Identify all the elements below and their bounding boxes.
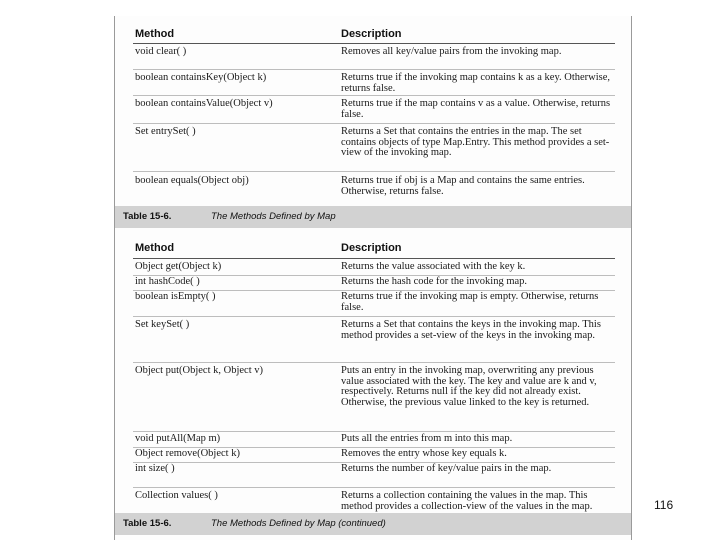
- column-header-description: Description: [341, 28, 402, 40]
- column-header-description: Description: [341, 242, 402, 254]
- table-2: [115, 232, 631, 518]
- method-description: Removes the entry whose key equals k.: [341, 448, 507, 459]
- method-description: Returns the value associated with the key k.: [341, 261, 526, 272]
- method-description: Returns a Set that contains the keys in the invoking map. This method provides a set-view of the keys in the invoking map.: [341, 319, 601, 341]
- method-signature: boolean equals(Object obj): [135, 175, 249, 186]
- method-signature: Set entrySet( ): [135, 126, 196, 137]
- method-signature: void clear( ): [135, 46, 187, 57]
- method-description: Puts all the entries from m into this map.: [341, 433, 513, 444]
- page-number: 116: [654, 498, 674, 512]
- method-description: Returns the number of key/value pairs in the map.: [341, 463, 552, 474]
- row-divider: [133, 487, 615, 488]
- method-description: Returns a collection containing the values in the map. This method provides a collection-view of the values in the map.: [341, 490, 593, 512]
- table-1: [115, 16, 631, 228]
- method-description: Returns the hash code for the invoking map.: [341, 276, 528, 287]
- method-signature: Object get(Object k): [135, 261, 222, 272]
- method-description: Puts an entry in the invoking map, overwriting any previous value associated with the key. The key and value are k and v, respectively. Returns null if the key did not already exist. Otherwise, the previous value linked to the key is returned.: [341, 365, 597, 408]
- method-signature: int hashCode( ): [135, 276, 200, 287]
- method-signature: Collection values( ): [135, 490, 218, 501]
- caption-title: The Methods Defined by Map: [211, 211, 336, 222]
- method-description: Returns true if the invoking map is empty. Otherwise, returns false.: [341, 291, 599, 313]
- method-signature: boolean containsValue(Object v): [135, 98, 273, 109]
- caption-label: Table 15-6.: [123, 211, 172, 222]
- method-signature: boolean isEmpty( ): [135, 291, 216, 302]
- method-signature: Set keySet( ): [135, 319, 190, 330]
- caption-label: Table 15-6.: [123, 518, 172, 529]
- method-description: Returns true if the map contains v as a value. Otherwise, returns false.: [341, 98, 611, 120]
- column-header-method: Method: [135, 28, 175, 40]
- method-description: Removes all key/value pairs from the invoking map.: [341, 46, 562, 57]
- table-caption: [115, 513, 631, 535]
- row-divider: [133, 362, 615, 363]
- document-page: [114, 16, 632, 540]
- header-rule: [133, 43, 615, 44]
- header-rule: [133, 258, 615, 259]
- row-divider: [133, 316, 615, 317]
- caption-title: The Methods Defined by Map (continued): [211, 518, 386, 529]
- row-divider: [133, 171, 615, 172]
- row-divider: [133, 95, 615, 96]
- method-signature: void putAll(Map m): [135, 433, 221, 444]
- table-caption: [115, 206, 631, 228]
- method-signature: Object remove(Object k): [135, 448, 240, 459]
- row-divider: [133, 69, 615, 70]
- method-signature: int size( ): [135, 463, 175, 474]
- method-description: Returns a Set that contains the entries in the map. The set contains objects of type Map.Entry. This method provides a set-view of the invoking map.: [341, 126, 610, 158]
- method-signature: boolean containsKey(Object k): [135, 72, 267, 83]
- row-divider: [133, 123, 615, 124]
- method-description: Returns true if the invoking map contains k as a key. Otherwise, returns false.: [341, 72, 611, 94]
- method-signature: Object put(Object k, Object v): [135, 365, 263, 376]
- method-description: Returns true if obj is a Map and contains the same entries. Otherwise, returns false.: [341, 175, 585, 197]
- row-divider: [133, 431, 615, 432]
- column-header-method: Method: [135, 242, 175, 254]
